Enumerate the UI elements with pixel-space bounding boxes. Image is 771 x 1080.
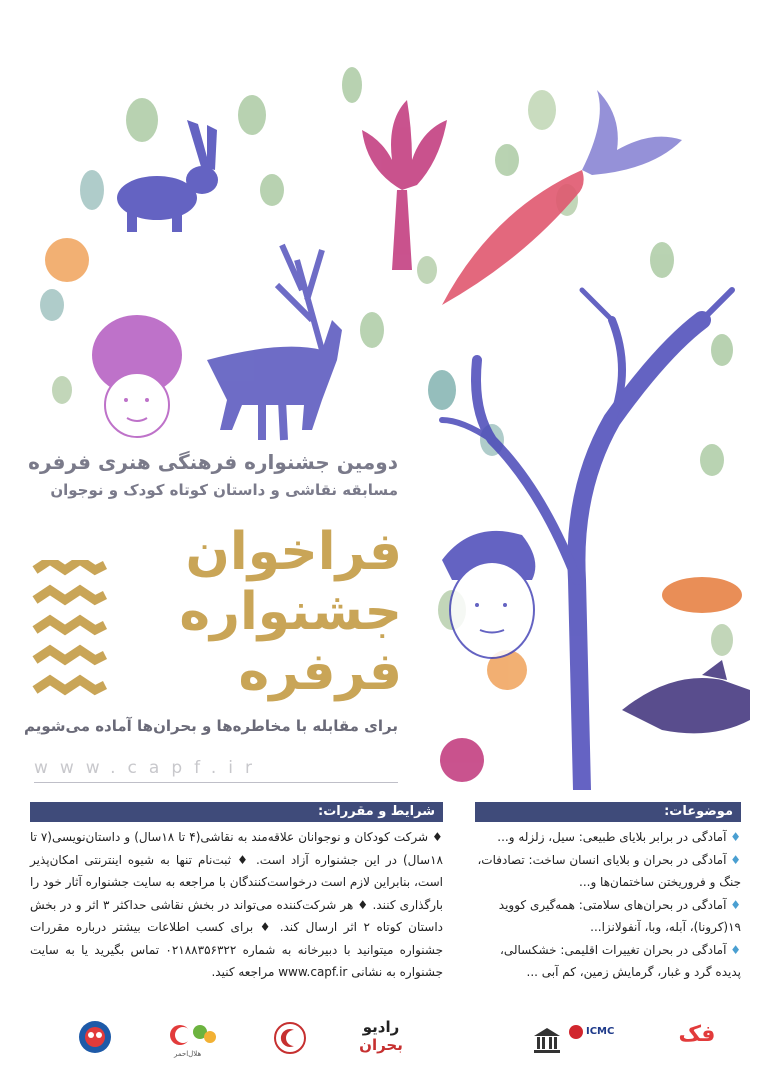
- icmc-label: ICMC: [586, 1026, 615, 1037]
- children-org-logo-icon: [78, 1020, 112, 1054]
- bullet-icon: ♦: [730, 897, 741, 912]
- radio-text-bottom: بحران: [359, 1036, 403, 1054]
- pink-tree: [362, 100, 447, 270]
- topic-text: آمادگی در بحران و بلایای انسان ساخت: تصادفات، جنگ و فروریختن ساختمان‌ها و...: [477, 852, 741, 889]
- unesco-logo-icon: [530, 1024, 564, 1056]
- red-crescent-society-icon: [274, 1022, 306, 1054]
- bullet-icon: ♦: [730, 830, 741, 844]
- topic-item: [475, 826, 741, 849]
- helal-caption: هلال‌احمر: [174, 1050, 202, 1058]
- divider-line: [34, 782, 398, 783]
- boy-face: [442, 531, 535, 658]
- brand-logo: [672, 1020, 722, 1056]
- rules-paragraph: ♦ شرکت کودکان و نوجوانان علاقه‌مند به نقاشی(۴ تا ۱۸سال) و داستان‌نویسی(۷ تا ۱۸سال) در این جشنواره آزاد است. ♦ ثبت‌نام تنها به شیوه اینترنتی امکان‌پذیر است، بنابراین لازم است درخواست‌کنندگان با مراجعه به سایت جشنواره آثار خود را بارگذاری کنند. ♦ هر شرکت‌کننده می‌تواند در بخش نقاشی حداکثر ۳ اثر و در بخش داستان کوتاه ۲ اثر ارسال کند. ♦ برای کسب اطلاعات بیشتر درباره مقررات جشنواره میتوانید با دبیرخانه به شماره ۰۲۱۸۸۳۵۶۳۲۲ تماس بگیرید یا به سایت جشنواره به نشانی www.capf.ir مراجعه کنید.: [29, 830, 444, 979]
- call-line-2: جشنواره: [179, 582, 402, 642]
- radio-text-top: رادیو: [362, 1018, 400, 1036]
- red-crescent-icon: [168, 1020, 218, 1050]
- radio-bohran-logo: [355, 1018, 407, 1064]
- topic-text: آمادگی در برابر بلایای طبیعی: سیل، زلزله و...: [497, 830, 727, 844]
- brand-text: فک: [678, 1022, 716, 1047]
- topic-item: [475, 939, 741, 984]
- slogan: برای مقابله با مخاطره‌ها و بحران‌ها آماده می‌شویم: [23, 717, 398, 735]
- icmc-mark-icon: [568, 1024, 584, 1040]
- girl-face: [92, 315, 182, 437]
- wolf-figure: [622, 660, 750, 733]
- topics-list: [475, 826, 741, 984]
- topics-header: موضوعات:: [475, 802, 741, 822]
- festival-title: دومین جشنواره فرهنگی هنری فرفره: [28, 450, 398, 474]
- call-heading: [52, 522, 402, 702]
- topic-item: [475, 849, 741, 894]
- icmc-logo: [568, 1024, 628, 1058]
- bullet-icon: ♦: [730, 942, 741, 957]
- deer-figure: [207, 245, 342, 440]
- website-watermark[interactable]: www.capf.ir: [34, 758, 264, 778]
- topic-text: آمادگی در بحران‌های سلامتی: همه‌گیری کووید ۱۹(کرونا)، آبله، وبا، آنفولانزا...: [498, 897, 741, 934]
- carrot-figure: [442, 90, 682, 305]
- festival-subtitle: مسابقه نقاشی و داستان کوتاه کودک و نوجوان: [50, 481, 398, 499]
- rules-header: شرایط و مقررات:: [30, 802, 443, 822]
- bullet-icon: ♦: [730, 852, 741, 867]
- topic-text: آمادگی در بحران تغییرات اقلیمی: خشکسالی، پدیده گرد و غبار، گرمایش زمین، کم آبی ...: [499, 942, 741, 979]
- call-line-3: فرفره: [238, 642, 402, 702]
- call-line-1: فراخوان: [185, 522, 402, 582]
- topic-item: [475, 894, 741, 939]
- helal-ahmar-logo: [168, 1020, 218, 1060]
